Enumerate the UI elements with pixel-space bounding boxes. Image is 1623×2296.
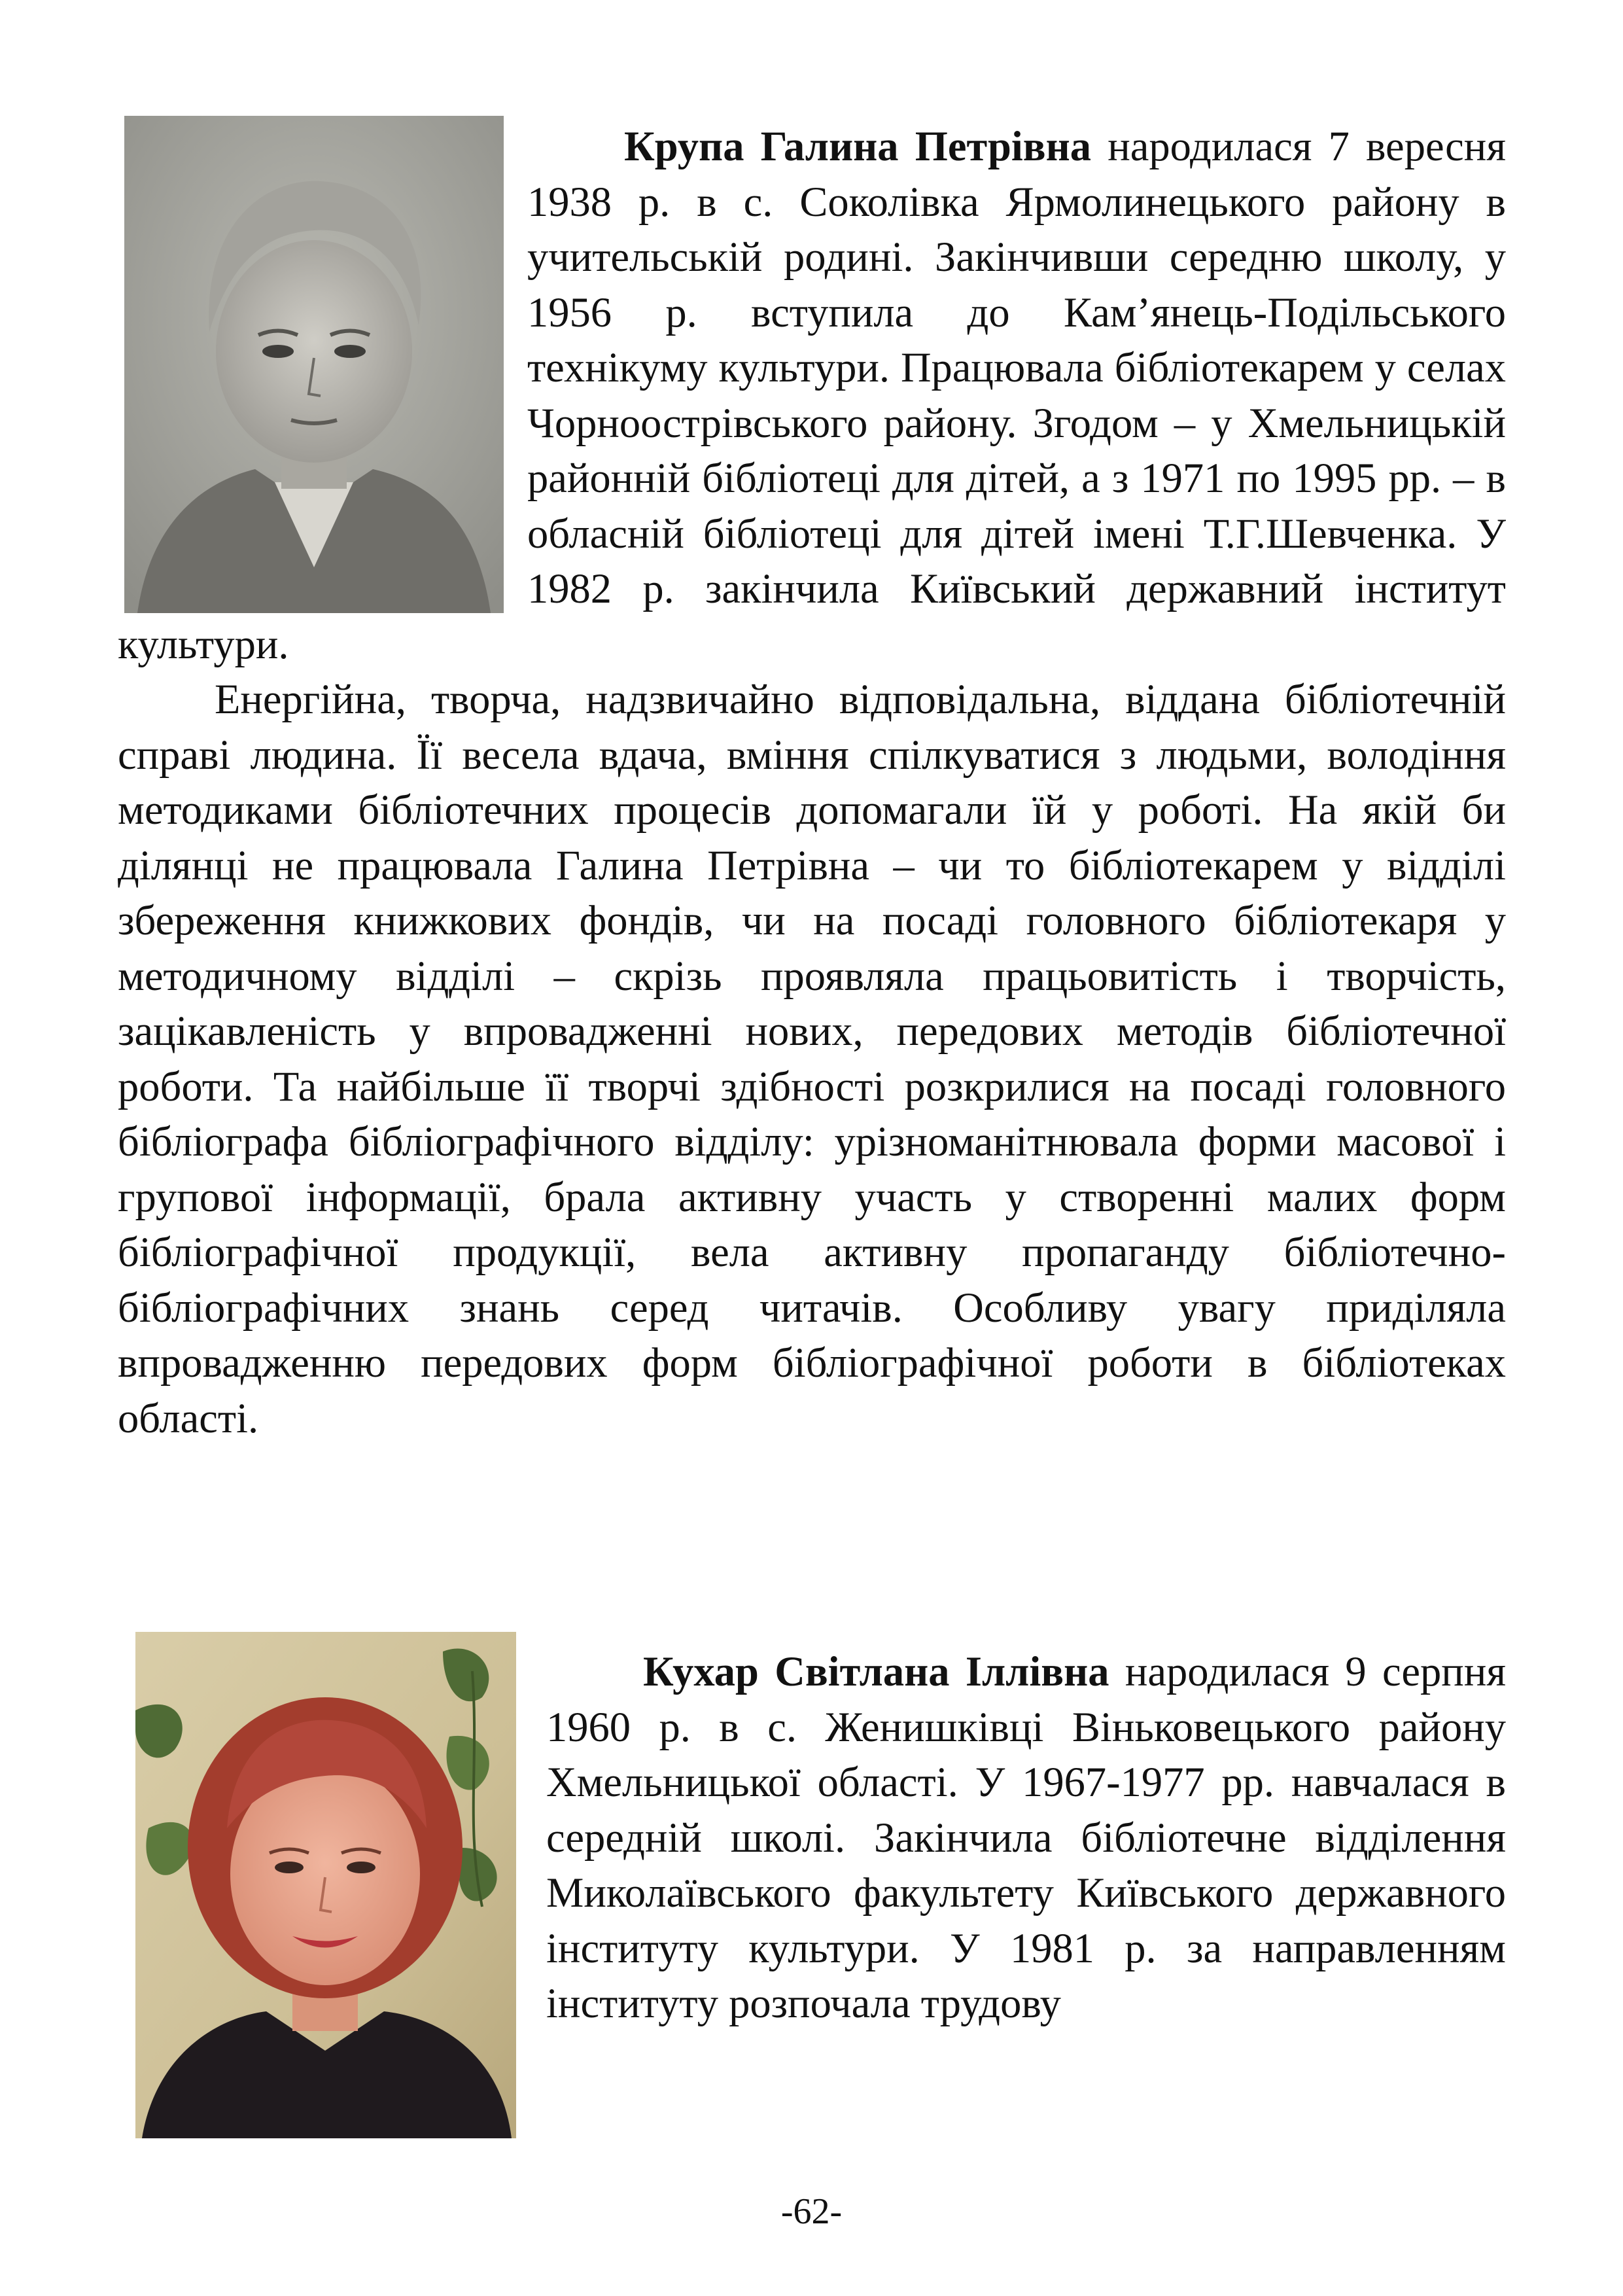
person-name: Крупа Галина Петрівна (624, 123, 1092, 169)
bio-text: народилася 9 серпня 1960 р. в с. Женишківці Віньковецького району Хмельницької області. У 1967-1977 рр. навчалася в середній школі. Закінчила бібліотечне відділення Миколаївського факультету Київського державного інституту культури. У 1981 р. за направленням інституту розпочала трудову (546, 1648, 1506, 2026)
bio-krupa (118, 119, 1506, 1446)
portrait-photo-kukhar (135, 1632, 516, 2138)
person-name: Кухар Світлана Іллівна (643, 1648, 1109, 1695)
bio-text: народилася 7 вересня 1938 р. в с. Соколівка Ярмолинецького району в учительській родині. Закінчивши середню школу, у 1956 р. вступила до Кам’янець-Подільського технікуму культури. Працювала бібліотекарем у селах Чорноострівського району. Згодом – у Хмельницькій районній бібліотеці для дітей, а з 1971 по 1995 рр. – в обласній бібліотеці для дітей імені Т.Г.Шевченка. У 1982 р. закінчила Київський державний інститут культури. (118, 123, 1506, 667)
bio-paragraph: Енергійна, творча, надзвичайно відповідальна, віддана бібліотечній справі людина. Її весела вдача, вміння спілкуватися з людьми, володіння методиками бібліотечних процесів допомагали їй у роботі. На якій би ділянці не працювала Галина Петрівна – чи то бібліотекарем у відділі збереження книжкових фондів, чи на посаді головного бібліотекаря у методичному відділі – скрізь проявляла працьовитість і творчість, зацікавленість у впровадженні нових, передових методів бібліотечної роботи. Та найбільше її творчі здібності розкрилися на посаді головного бібліографа бібліографічного відділу: урізноманітнювала форми масової і групової інформації, брала активну участь у створенні малих форм бібліографічної продукції, вела активну пропаганду бібліотечно-бібліографічних знань серед читачів. Особливу увагу приділяла впровадженню передових форм бібліографічної роботи в бібліотеках області. (118, 676, 1506, 1441)
bio-paragraph (546, 1644, 1506, 2032)
bio-kukhar (546, 1644, 1506, 2032)
page-number: -62- (780, 2191, 843, 2232)
